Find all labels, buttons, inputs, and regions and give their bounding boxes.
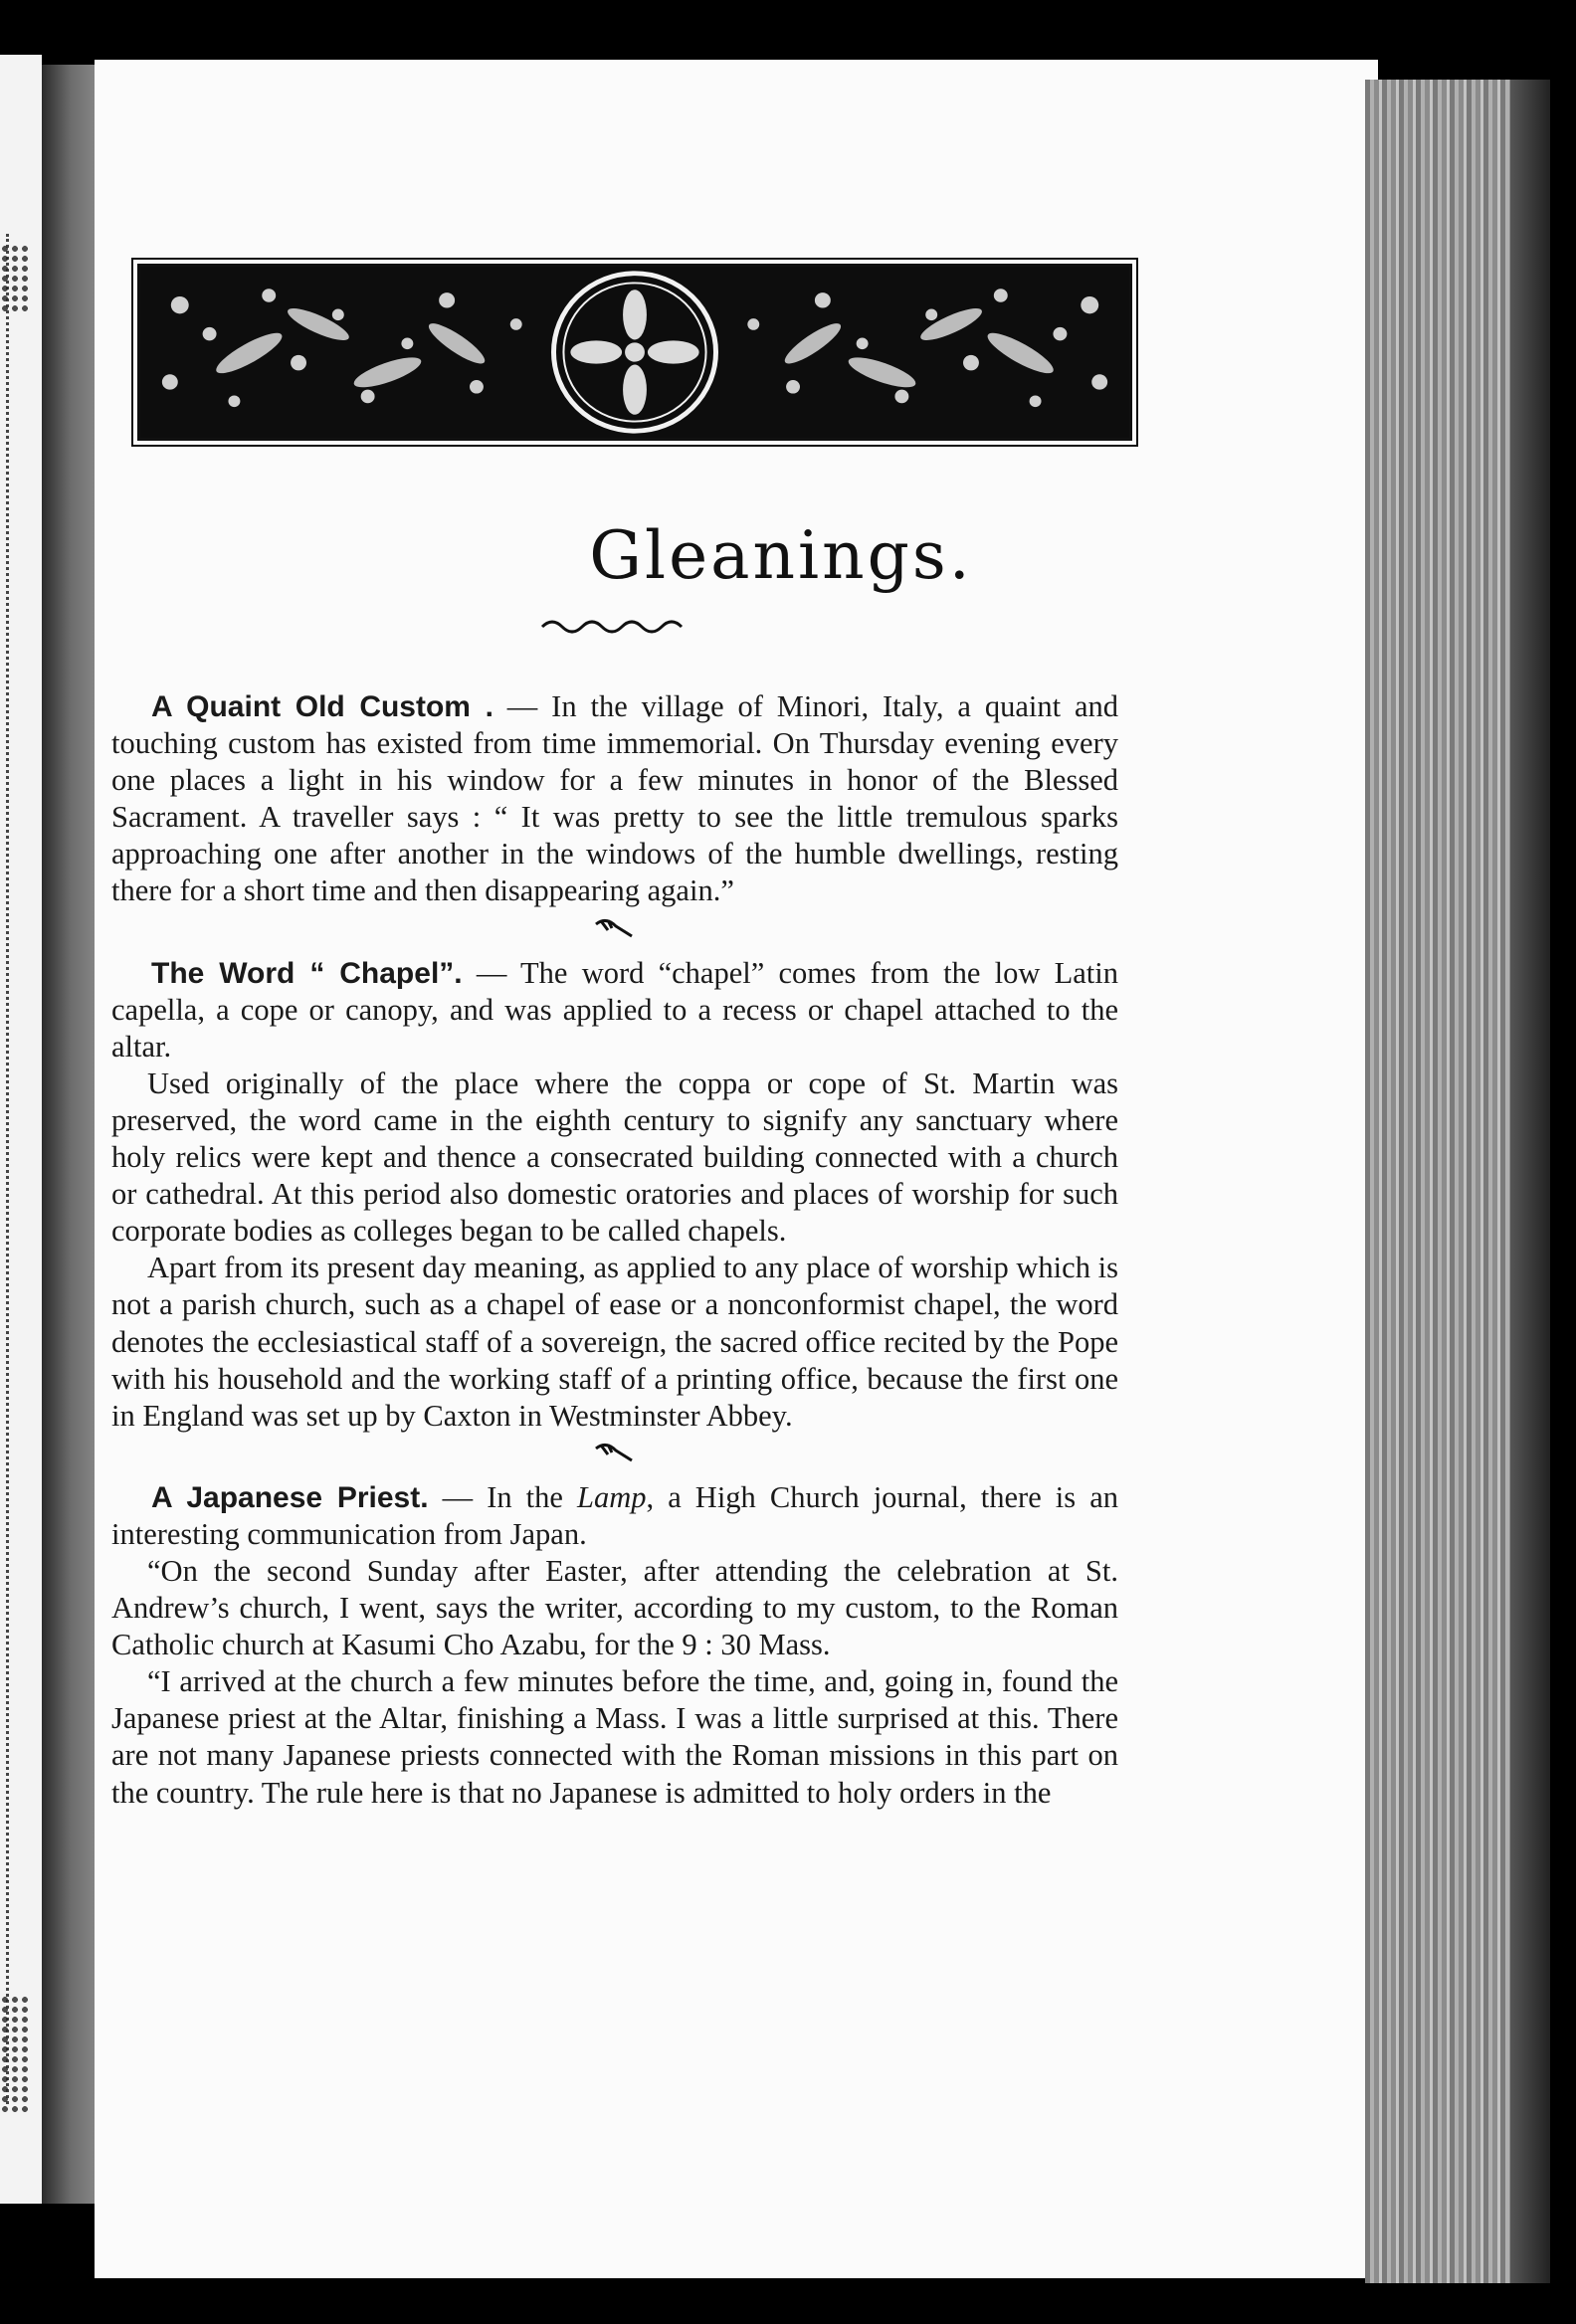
title-flourish <box>537 615 687 635</box>
article-2-paragraph-3: Apart from its present day meaning, as applied to any place of worship which is not a parish church, such as a chapel of ease or a nonconformist chapel, the word denotes the ecclesiastical staff of a sovereign, the sacred office recited by the Pope with his household and the working staff of a printing office, because the first one in England was set up by Caxton in Westminster Abbey. <box>111 1251 1118 1433</box>
leaf-separator-icon <box>111 914 1118 951</box>
article-heading: A Japanese Priest. <box>151 1480 429 1514</box>
article-heading: The Word “ Chapel”. <box>151 956 463 990</box>
headpiece-ornament <box>137 264 1132 441</box>
journal-title: Lamp <box>577 1479 647 1514</box>
page-edges <box>1365 80 1550 2283</box>
facing-page-edge <box>0 55 42 2204</box>
book-gutter <box>42 65 99 2204</box>
article-2-paragraph-1: The Word “ Chapel”. — The word “chapel” comes from the low Latin capella, a cope or canopy, and was applied to a recess or chapel attached to the altar. <box>111 955 1119 1064</box>
article-heading: A Quaint Old Custom . <box>151 690 493 723</box>
corner-ornament-bottom <box>0 1995 30 2114</box>
article-3-paragraph-1: A Japanese Priest. — In the Lamp, a High Church journal, there is an interesting communication from Japan. <box>111 1479 1118 1551</box>
corner-ornament-top <box>0 244 30 313</box>
article-3-paragraph-2: “On the second Sunday after Easter, after attending the celebration at St. Andrew’s church, I went, says the writer, according to my custom, to the Roman Catholic church at Kasumi Cho Azabu, for the 9 : 30 Mass. <box>111 1553 1118 1662</box>
border-vine-ornament <box>6 234 21 2104</box>
article-2-paragraph-2: Used originally of the place where the coppa or cope of St. Martin was preserved, the word came in the eighth century to signify any sanctuary where holy relics were kept and thence a consecrated building connected with a church or cathedral. At this period also domestic oratories and places of worship for such corporate bodies as colleges began to be called chapels. <box>111 1065 1118 1249</box>
page-title: Gleanings. <box>589 517 973 594</box>
article-body <box>111 688 1118 1812</box>
leaf-separator-icon <box>111 1439 1118 1475</box>
article-1-paragraph-1: A Quaint Old Custom . — In the village of Minori, Italy, a quaint and touching custom has existed from time immemorial. On Thursday evening every one places a light in his window for a few minutes in honor of the Blessed Sacrament. A traveller says : “ It was pretty to see the little tremulous sparks approaching one after another in the windows of the humble dwellings, resting there for a short time and then disappearing again.” <box>111 689 1118 908</box>
article-3-paragraph-3: “I arrived at the church a few minutes before the time, and, going in, found the Japanese priest at the Altar, finishing a Mass. I was a little surprised at this. There are not many Japanese priests connected with the Roman missions in this part on the country. The rule here is that no Japanese is admitted to holy orders in the <box>111 1664 1118 1810</box>
